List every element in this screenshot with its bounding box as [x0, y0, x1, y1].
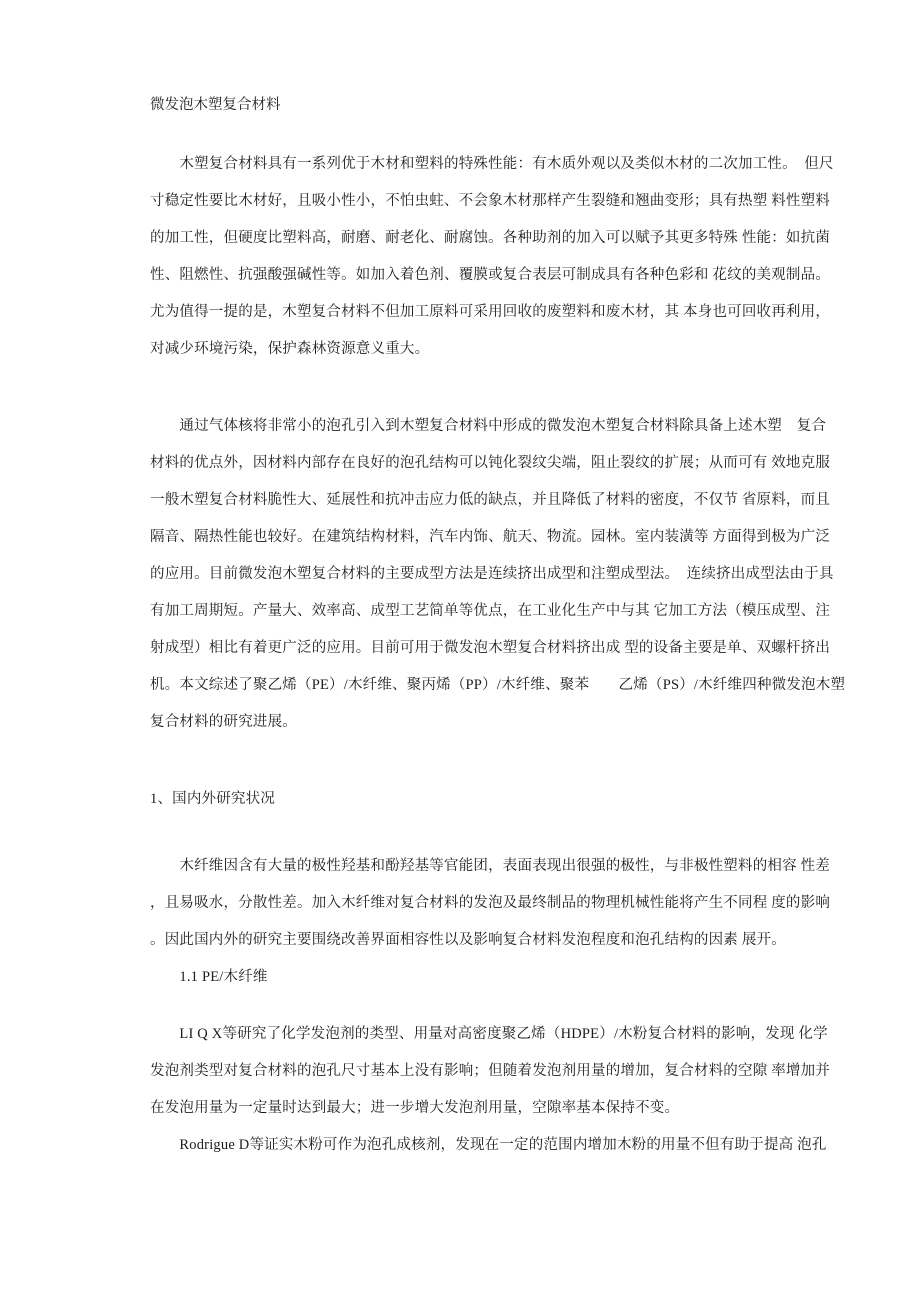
text-line: 隔音、隔热性能也较好。在建筑结构材料，汽车内饰、航天、物流。园林。室内装潢等 方面得到极为广泛 [150, 529, 831, 545]
text-line: 复合材料的研究进展。 [150, 714, 297, 730]
text-line: 1、国内外研究状况 [150, 791, 276, 807]
text-line: 有加工周期短。产量大、效率高、成型工艺简单等优点，在工业化生产中与其 它加工方法（模压成型、注 [150, 603, 831, 619]
text-line: 。因此国内外的研究主要围绕改善界面相容性以及影响复合材料发泡程度和泡孔结构的因素 展开。 [150, 932, 786, 948]
text-line: 尤为值得一提的是，木塑复合材料不但加工原料可采用回收的废塑料和废木材，其 本身也可回收再利用， [150, 304, 831, 320]
text-line: LI Q X等研究了化学发泡剂的类型、用量对高密度聚乙烯（HDPE）/木粉复合材料的影响，发现 化学 [150, 1026, 828, 1042]
text-line: 性、阻燃性、抗强酸强碱性等。如加入着色剂、覆膜或复合表层可制成具有各种色彩和 花纹的美观制品。 [150, 267, 831, 283]
text-line: Rodrigue D等证实木粉可作为泡孔成核剂，发现在一定的范围内增加木粉的用量不但有助于提高 泡孔 [150, 1137, 827, 1153]
text-line: 1.1 PE/木纤维 [150, 969, 268, 985]
text-line: 通过气体核将非常小的泡孔引入到木塑复合材料中形成的微发泡木塑复合材料除具备上述木塑 复合 [150, 418, 827, 434]
text-line: 材料的优点外，因材料内部存在良好的泡孔结构可以钝化裂纹尖端，阻止裂纹的扩展；从而可有 效地克服 [150, 455, 831, 471]
paragraph [150, 1016, 831, 1127]
text-line: 寸稳定性要比木材好，且吸小性小，不怕虫蛀、不会象木材那样产生裂缝和翘曲变形；具有热塑 料性塑料 [150, 193, 831, 209]
text-line: 的应用。目前微发泡木塑复合材料的主要成型方法是连续挤出成型和注塑成型法。 连续挤出成型法由于具 [150, 566, 834, 582]
text-line: 的加工性，但硬度比塑料高，耐磨、耐老化、耐腐蚀。各种助剂的加入可以赋予其更多特殊 性能：如抗菌 [150, 230, 831, 246]
text-line: 对减少环境污染，保护森林资源意义重大。 [150, 341, 430, 357]
text-line: 木塑复合材料具有一系列优于木材和塑料的特殊性能：有木质外观以及类似木材的二次加工性。 但尺 [150, 156, 834, 172]
text-line: 射成型）相比有着更广泛的应用。目前可用于微发泡木塑复合材料挤出成 型的设备主要是单、双螺杆挤出 [150, 640, 831, 656]
document-body [150, 87, 846, 1164]
text-line: 在发泡用量为一定量时达到最大；进一步增大发泡剂用量，空隙率基本保持不变。 [150, 1100, 680, 1116]
paragraph [150, 1127, 827, 1164]
document-title: 微发泡木塑复合材料 [150, 97, 281, 113]
subsection-heading [150, 959, 800, 996]
paragraph [150, 408, 846, 741]
paragraph [150, 848, 831, 959]
section-heading [150, 781, 800, 818]
document-blocks [150, 146, 846, 1164]
paragraph [150, 146, 834, 368]
text-line: 机。本文综述了聚乙烯（PE）/木纤维、聚丙烯（PP）/木纤维、聚苯 乙烯（PS）/木纤维四种微发泡木塑 [150, 677, 846, 693]
text-line: 一般木塑复合材料脆性大、延展性和抗冲击应力低的缺点，并且降低了材料的密度，不仅节 省原料，而且 [150, 492, 831, 508]
text-line: ，且易吸水，分散性差。加入木纤维对复合材料的发泡及最终制品的物理机械性能将产生不同程 度的影响 [150, 895, 831, 911]
text-line: 发泡剂类型对复合材料的泡孔尺寸基本上没有影响；但随着发泡剂用量的增加，复合材料的空隙 率增加并 [150, 1063, 831, 1079]
text-line: 木纤维因含有大量的极性羟基和酚羟基等官能团，表面表现出很强的极性，与非极性塑料的相容 性差 [150, 858, 831, 874]
